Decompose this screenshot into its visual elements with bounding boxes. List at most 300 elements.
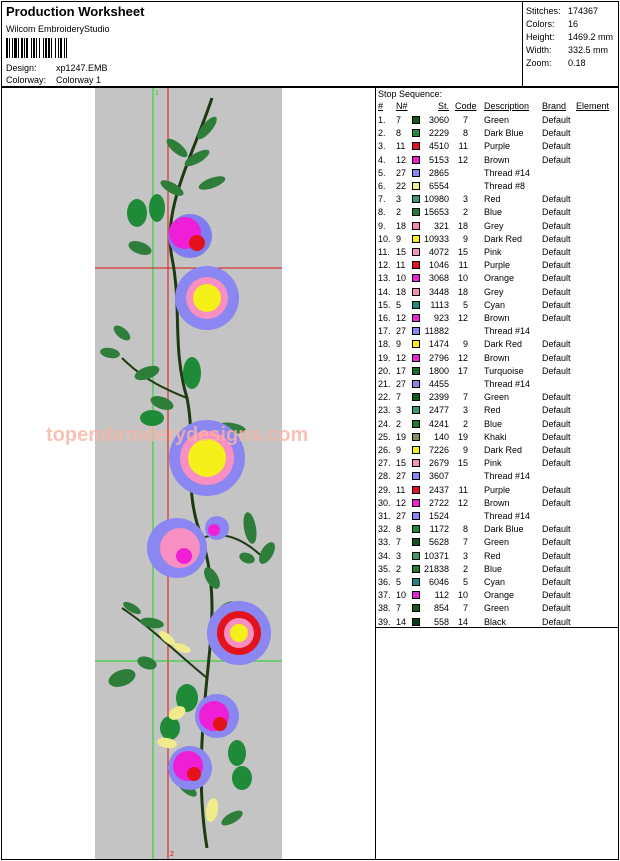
stop-number: 37. <box>378 590 391 601</box>
stop-number: 31. <box>378 511 391 521</box>
stop-number: 34. <box>378 550 391 561</box>
stop-number: 36. <box>378 577 391 587</box>
stop-number: 24. <box>378 418 391 429</box>
table-row <box>376 523 620 536</box>
needle-number: 12 <box>396 497 407 508</box>
color-description: Blue <box>484 418 503 429</box>
color-swatch <box>412 274 420 282</box>
needle-number: 27 <box>396 379 407 389</box>
stitch-count: 6046 <box>428 577 449 587</box>
color-description: Black <box>484 616 507 627</box>
table-row <box>376 220 620 233</box>
flower-blue-yellow <box>175 266 239 330</box>
design-value: xp1247.EMB <box>56 63 108 73</box>
table-row <box>376 418 620 431</box>
table-row <box>376 550 620 563</box>
color-swatch <box>412 354 420 362</box>
color-code: 3 <box>462 405 468 416</box>
table-row <box>376 352 620 365</box>
color-code: 9 <box>462 339 468 350</box>
guide-label-1: 1 <box>155 90 159 97</box>
needle-number: 8 <box>396 128 402 139</box>
needle-number: 10 <box>396 590 407 601</box>
table-row <box>376 338 620 351</box>
brand: Default <box>542 418 571 429</box>
needle-number: 18 <box>396 286 407 297</box>
color-swatch <box>412 327 420 335</box>
brand: Default <box>542 220 571 231</box>
stop-number: 14. <box>378 286 391 297</box>
table-row <box>376 457 620 470</box>
needle-number: 7 <box>396 537 402 548</box>
color-code: 11 <box>458 484 468 495</box>
stop-number: 29. <box>378 484 391 495</box>
needle-number: 15 <box>396 247 407 257</box>
color-swatch <box>412 604 420 612</box>
table-row <box>376 444 620 457</box>
brand: Default <box>542 194 571 205</box>
stitch-count: 1113 <box>430 299 449 310</box>
color-code: 2 <box>462 207 468 218</box>
color-swatch <box>412 235 420 243</box>
brand: Default <box>542 405 571 416</box>
table-row <box>376 431 620 444</box>
color-code: 17 <box>457 365 468 376</box>
stitch-count: 2722 <box>428 497 449 508</box>
color-code: 15 <box>457 247 468 257</box>
color-description: Red <box>484 194 501 205</box>
needle-number: 12 <box>396 313 407 323</box>
stitch-count: 2229 <box>428 128 449 139</box>
stop-number: 13. <box>378 273 391 284</box>
colorway-label: Colorway: <box>6 75 47 85</box>
color-swatch <box>412 314 420 322</box>
stitch-count: 2865 <box>428 167 449 178</box>
color-swatch <box>412 208 420 216</box>
color-code: 12 <box>457 352 468 363</box>
stitch-count: 1046 <box>428 260 449 271</box>
color-swatch <box>412 116 420 124</box>
needle-number: 5 <box>396 577 402 587</box>
color-swatch <box>412 195 420 203</box>
stat-height <box>526 32 614 42</box>
brand: Default <box>542 550 571 561</box>
stat-label: Height: <box>526 32 555 42</box>
needle-number: 7 <box>396 603 402 614</box>
stop-number: 17. <box>378 326 391 337</box>
brand: Default <box>542 313 571 323</box>
color-swatch <box>412 420 420 428</box>
design-label: Design: <box>6 63 37 73</box>
table-row <box>376 510 620 523</box>
stop-number: 32. <box>378 524 391 535</box>
needle-number: 7 <box>396 115 402 125</box>
color-swatch <box>412 182 420 190</box>
stitch-count: 4072 <box>428 247 449 257</box>
table-row <box>376 470 620 483</box>
color-swatch <box>412 499 420 507</box>
brand: Default <box>542 286 571 297</box>
needle-number: 11 <box>396 141 406 152</box>
header-brand: Brand <box>542 101 567 111</box>
color-swatch <box>412 486 420 494</box>
color-code: 8 <box>462 128 468 139</box>
stat-value: 1469.2 mm <box>568 32 614 42</box>
brand: Default <box>542 299 571 310</box>
brand: Default <box>542 339 571 350</box>
table-row <box>376 484 620 497</box>
color-description: Brown <box>484 352 510 363</box>
needle-number: 18 <box>396 220 407 231</box>
needle-number: 27 <box>396 471 407 482</box>
color-swatch <box>412 459 420 467</box>
flower-red-ring <box>207 601 271 665</box>
needle-number: 9 <box>396 445 402 455</box>
table-row <box>376 497 620 510</box>
stop-number: 10. <box>378 233 391 244</box>
stitch-count: 4510 <box>428 141 449 152</box>
table-row <box>376 589 620 602</box>
stitch-count: 10933 <box>423 233 449 244</box>
color-description: Pink <box>484 247 502 257</box>
design-preview <box>1 87 376 860</box>
needle-number: 10 <box>396 273 407 284</box>
stop-number: 1. <box>378 115 386 125</box>
stop-number: 21. <box>378 379 391 389</box>
stitch-count: 2796 <box>428 352 449 363</box>
colorway-value: Colorway 1 <box>56 75 102 85</box>
color-swatch <box>412 156 420 164</box>
color-code: 12 <box>457 497 468 508</box>
stitch-count: 2437 <box>428 484 449 495</box>
needle-number: 9 <box>396 233 402 244</box>
stop-number: 11. <box>378 247 390 257</box>
color-description: Pink <box>484 458 502 469</box>
stitch-count: 10980 <box>423 194 449 205</box>
stop-number: 3. <box>378 141 386 152</box>
brand: Default <box>542 590 571 601</box>
stop-number: 16. <box>378 313 391 323</box>
stop-number: 33. <box>378 537 391 548</box>
color-description: Green <box>484 537 510 548</box>
brand: Default <box>542 260 571 271</box>
color-description: Red <box>484 550 501 561</box>
needle-number: 27 <box>396 511 407 521</box>
flower-lower-pink <box>195 694 239 738</box>
color-code: 18 <box>457 220 468 231</box>
brand: Default <box>542 154 571 165</box>
color-description: Purple <box>484 484 511 495</box>
color-description: Thread #14 <box>484 167 531 178</box>
flower-top-pink <box>168 214 212 258</box>
color-swatch <box>412 512 420 520</box>
needle-number: 2 <box>396 207 402 218</box>
stitch-count: 7226 <box>428 445 449 455</box>
stitch-count: 1474 <box>428 339 449 350</box>
stitch-count: 11882 <box>424 326 449 337</box>
color-description: Brown <box>484 154 510 165</box>
table-row <box>376 404 620 417</box>
needle-number: 7 <box>396 392 402 403</box>
stop-number: 38. <box>378 603 391 614</box>
color-swatch <box>412 367 420 375</box>
color-swatch <box>412 552 420 560</box>
brand: Default <box>542 497 571 508</box>
color-swatch <box>412 472 420 480</box>
color-description: Grey <box>484 220 504 231</box>
stats-panel <box>522 2 620 86</box>
needle-number: 12 <box>396 352 407 363</box>
brand: Default <box>542 128 571 139</box>
header-num: # <box>378 101 384 111</box>
stop-number: 27. <box>378 458 391 469</box>
stop-number: 20. <box>378 365 391 376</box>
needle-number: 27 <box>396 326 407 337</box>
color-description: Thread #14 <box>484 326 531 337</box>
stat-width <box>526 45 609 55</box>
needle-number: 19 <box>396 431 407 442</box>
table-row <box>376 233 620 246</box>
table-row <box>376 127 620 140</box>
brand: Default <box>542 524 571 535</box>
design-row <box>6 63 108 73</box>
needle-number: 22 <box>396 181 407 191</box>
table-row <box>376 140 620 153</box>
brand: Default <box>542 616 571 627</box>
color-description: Thread #14 <box>484 379 531 389</box>
stitch-count: 1172 <box>429 524 449 535</box>
needle-number: 3 <box>396 405 402 416</box>
stitch-count: 6554 <box>428 181 449 191</box>
brand: Default <box>542 115 571 125</box>
color-description: Dark Red <box>484 445 523 455</box>
stop-number: 23. <box>378 405 391 416</box>
stat-label: Width: <box>526 45 552 55</box>
embroidery-artwork <box>2 88 375 859</box>
color-swatch <box>412 288 420 296</box>
stop-number: 15. <box>378 299 391 310</box>
table-row <box>376 154 620 167</box>
table-row <box>376 365 620 378</box>
brand: Default <box>542 207 571 218</box>
color-code: 11 <box>458 260 468 271</box>
color-code: 3 <box>462 550 468 561</box>
worksheet-header <box>1 1 619 87</box>
table-row <box>376 286 620 299</box>
brand: Default <box>542 365 571 376</box>
color-code: 12 <box>457 154 468 165</box>
stop-number: 25. <box>378 431 391 442</box>
needle-number: 14 <box>396 616 407 627</box>
color-description: Cyan <box>484 299 506 310</box>
needle-number: 2 <box>396 563 402 574</box>
stop-number: 4. <box>378 154 386 165</box>
needle-number: 2 <box>396 418 402 429</box>
color-description: Thread #14 <box>484 511 531 521</box>
stop-number: 5. <box>378 167 386 178</box>
color-description: Purple <box>484 141 511 152</box>
color-code: 9 <box>462 445 468 455</box>
brand: Default <box>542 273 571 284</box>
brand: Default <box>542 141 571 152</box>
brand: Default <box>542 392 571 403</box>
table-row <box>376 246 620 259</box>
color-description: Khaki <box>484 431 507 442</box>
stitch-count: 1800 <box>428 365 449 376</box>
notes-area <box>375 627 619 860</box>
header-element: Element <box>576 101 610 111</box>
stitch-count: 2679 <box>428 458 449 469</box>
table-row <box>376 325 620 338</box>
needle-number: 12 <box>396 154 407 165</box>
stitch-count: 4455 <box>428 379 449 389</box>
color-swatch <box>412 142 420 150</box>
table-row <box>376 391 620 404</box>
color-description: Orange <box>484 590 515 601</box>
stop-number: 18. <box>378 339 391 350</box>
stitch-count: 112 <box>434 590 449 601</box>
color-swatch <box>412 591 420 599</box>
stat-value: 332.5 mm <box>568 45 609 55</box>
table-row <box>376 378 620 391</box>
color-code: 5 <box>462 577 468 587</box>
page-title: Production Worksheet <box>6 4 145 19</box>
stitch-count: 4241 <box>428 418 449 429</box>
color-code: 14 <box>457 616 468 627</box>
color-description: Brown <box>484 313 510 323</box>
needle-number: 11 <box>396 260 406 271</box>
stitch-count: 21838 <box>423 563 449 574</box>
table-row <box>376 193 620 206</box>
stop-number: 35. <box>378 563 391 574</box>
brand: Default <box>542 352 571 363</box>
color-swatch <box>412 618 420 626</box>
color-code: 3 <box>462 194 468 205</box>
stop-sequence-title: Stop Sequence: <box>378 89 443 99</box>
brand: Default <box>542 247 571 257</box>
watermark: topembroiderydesigns.com <box>46 424 309 446</box>
color-swatch <box>412 380 420 388</box>
needle-number: 3 <box>396 194 402 205</box>
color-description: Green <box>484 115 510 125</box>
stop-number: 19. <box>378 352 391 363</box>
color-description: Brown <box>484 497 510 508</box>
company-name: Wilcom EmbroideryStudio <box>6 24 110 34</box>
color-description: Green <box>484 603 510 614</box>
stitch-count: 558 <box>433 616 449 627</box>
barcode <box>6 38 106 58</box>
color-description: Green <box>484 392 510 403</box>
color-swatch <box>412 578 420 586</box>
color-swatch <box>412 248 420 256</box>
color-code: 7 <box>462 115 468 125</box>
brand: Default <box>542 431 571 442</box>
color-swatch <box>412 433 420 441</box>
table-row <box>376 312 620 325</box>
color-swatch <box>412 565 420 573</box>
color-swatch <box>412 340 420 348</box>
table-row <box>376 576 620 589</box>
stitch-count: 3448 <box>428 286 449 297</box>
stat-label: Zoom: <box>526 58 552 68</box>
color-swatch <box>412 393 420 401</box>
stat-value: 0.18 <box>568 58 586 68</box>
color-description: Blue <box>484 563 503 574</box>
stitch-count: 321 <box>433 220 449 231</box>
table-row <box>376 563 620 576</box>
stat-stitches <box>526 6 599 16</box>
stop-number: 2. <box>378 128 386 139</box>
color-code: 7 <box>462 392 468 403</box>
stat-colors <box>526 19 579 29</box>
brand: Default <box>542 484 571 495</box>
needle-number: 3 <box>396 550 402 561</box>
needle-number: 15 <box>396 458 407 469</box>
stat-zoom <box>526 58 586 68</box>
table-row <box>376 272 620 285</box>
stop-number: 7. <box>378 194 386 205</box>
stop-number: 6. <box>378 181 386 191</box>
stop-number: 22. <box>378 392 391 403</box>
stop-number: 39. <box>378 616 391 627</box>
color-description: Dark Red <box>484 339 523 350</box>
color-swatch <box>412 406 420 414</box>
table-row <box>376 167 620 180</box>
color-code: 5 <box>462 299 468 310</box>
guide-label-2: 2 <box>170 851 174 858</box>
stitch-count: 1524 <box>428 511 449 521</box>
stop-number: 26. <box>378 445 391 455</box>
color-swatch <box>412 261 420 269</box>
stat-value: 16 <box>568 19 579 29</box>
needle-number: 8 <box>396 524 402 535</box>
table-row <box>376 206 620 219</box>
stat-value: 174367 <box>568 6 599 16</box>
color-code: 19 <box>457 431 468 442</box>
color-description: Dark Blue <box>484 128 524 139</box>
color-code: 9 <box>462 233 468 244</box>
color-code: 12 <box>457 313 468 323</box>
color-code: 8 <box>462 524 468 535</box>
stitch-count: 3607 <box>428 471 449 482</box>
needle-number: 9 <box>396 339 402 350</box>
stitch-count: 2399 <box>428 392 449 403</box>
needle-number: 5 <box>396 299 402 310</box>
stop-number: 12. <box>378 260 391 271</box>
stitch-count: 854 <box>433 603 449 614</box>
table-row <box>376 602 620 615</box>
header-description: Description <box>484 101 530 111</box>
color-description: Thread #8 <box>484 181 526 191</box>
color-code: 10 <box>457 273 468 284</box>
color-code: 11 <box>458 141 468 152</box>
brand: Default <box>542 563 571 574</box>
color-description: Cyan <box>484 577 506 587</box>
table-row <box>376 114 620 127</box>
color-description: Dark Red <box>484 233 523 244</box>
stitch-count: 10371 <box>423 550 449 561</box>
color-description: Thread #14 <box>484 471 531 482</box>
color-code: 15 <box>457 458 468 469</box>
stat-label: Stitches: <box>526 6 561 16</box>
color-code: 7 <box>462 537 468 548</box>
color-description: Orange <box>484 273 515 284</box>
brand: Default <box>542 577 571 587</box>
brand: Default <box>542 603 571 614</box>
stop-number: 30. <box>378 497 391 508</box>
color-description: Red <box>484 405 501 416</box>
color-swatch <box>412 222 420 230</box>
